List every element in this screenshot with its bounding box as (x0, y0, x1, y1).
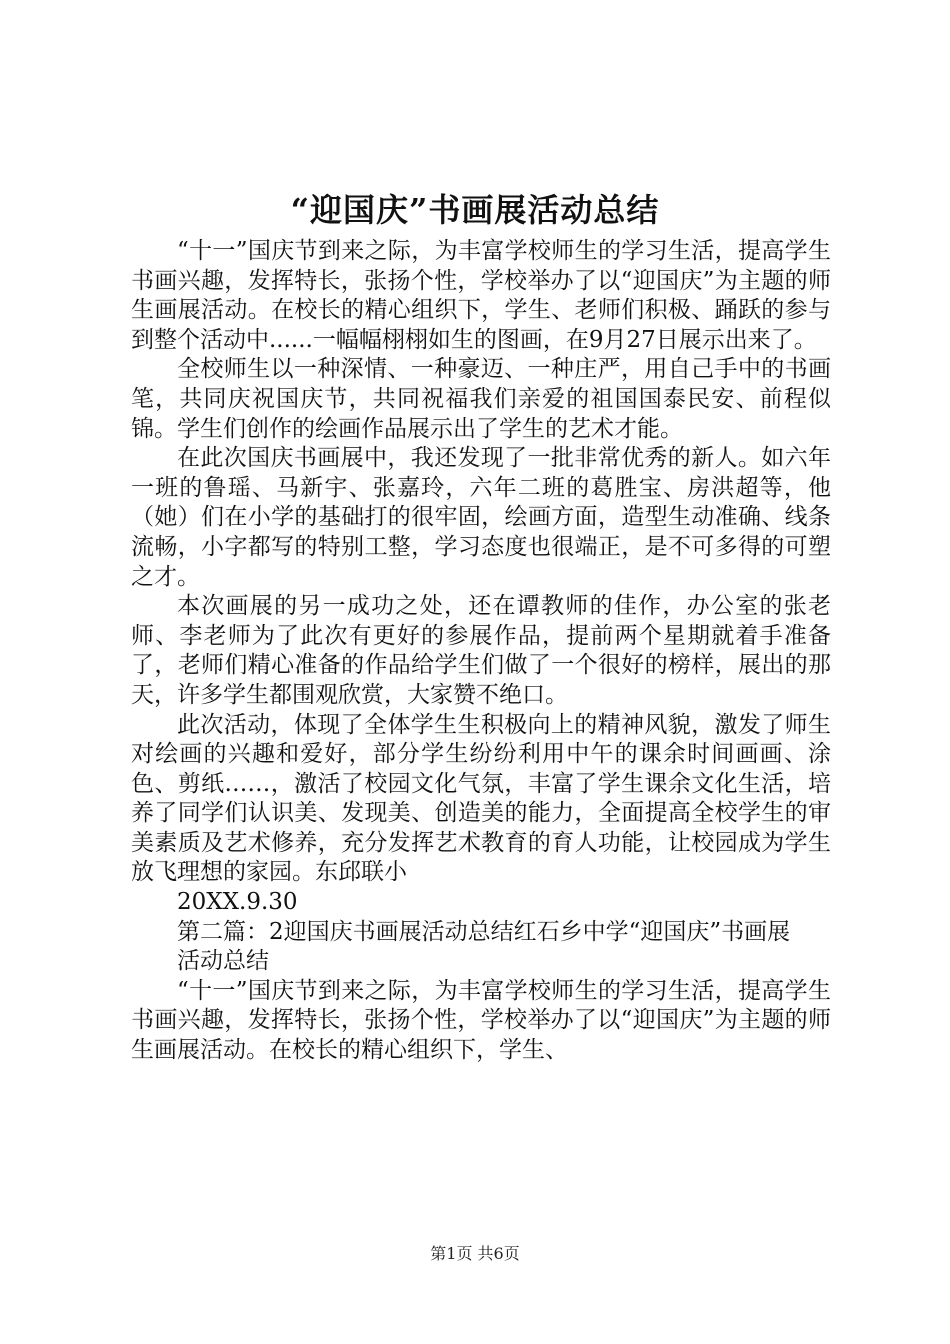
page-footer: 第1页 共6页 (430, 1244, 520, 1263)
paragraph-3: 在此次国庆书画展中，我还发现了一批非常优秀的新人。如六年一班的鲁瑶、马新宇、张嘉玲，六年二班的葛胜宝、房洪超等，他（她）们在小学的基础打的很牢固，绘画方面，造型生动准确、线条流畅，小字都写的特别工整，学习态度也很端正，是不可多得的可塑之才。 (131, 445, 831, 590)
part2-paragraph: “十一”国庆节到来之际，为丰富学校师生的学习生活，提高学生书画兴趣，发挥特长，张扬个性，学校举办了以“迎国庆”为主题的师生画展活动。在校长的精心组织下，学生、 (131, 977, 831, 1064)
paragraph-4: 本次画展的另一成功之处，还在谭教师的佳作，办公室的张老师、李老师为了此次有更好的参展作品，提前两个星期就着手准备了，老师们精心准备的作品给学生们做了一个很好的榜样，展出的那天，许多学生都围观欣赏，大家赞不绝口。 (131, 593, 831, 708)
document-body (131, 237, 831, 1066)
paragraph-2: 全校师生以一种深情、一种豪迈、一种庄严，用自己手中的书画笔，共同庆祝国庆节，共同祝福我们亲爱的祖国国泰民安、前程似锦。学生们创作的绘画作品展示出了学生的艺术才能。 (131, 356, 831, 442)
part2-subheading: 活动总结 (177, 948, 269, 975)
document-date: 20XX.9.30 (177, 889, 298, 916)
part2-heading: 第二篇：2迎国庆书画展活动总结红石乡中学“迎国庆”书画展 (177, 918, 791, 945)
paragraph-1: “十一”国庆节到来之际，为丰富学校师生的学习生活，提高学生书画兴趣，发挥特长，张扬个性，学校举办了以“迎国庆”为主题的师生画展活动。在校长的精心组织下，学生、老师们积极、踊跃的参与到整个活动中......一幅幅栩栩如生的图画，在9月27日展示出来了。 (131, 238, 831, 353)
paragraph-5: 此次活动，体现了全体学生生积极向上的精神风貌，激发了师生对绘画的兴趣和爱好，部分学生纷纷利用中午的课余时间画画、涂色、剪纸……，激活了校园文化气氛，丰富了学生课余文化生活，培养了同学们认识美、发现美、创造美的能力，全面提高全校学生的审美素质及艺术修养，充分发挥艺术教育的育人功能，让校园成为学生放飞理想的家园。东邱联小 (131, 711, 831, 886)
document-title: “迎国庆”书画展活动总结 (290, 191, 660, 229)
